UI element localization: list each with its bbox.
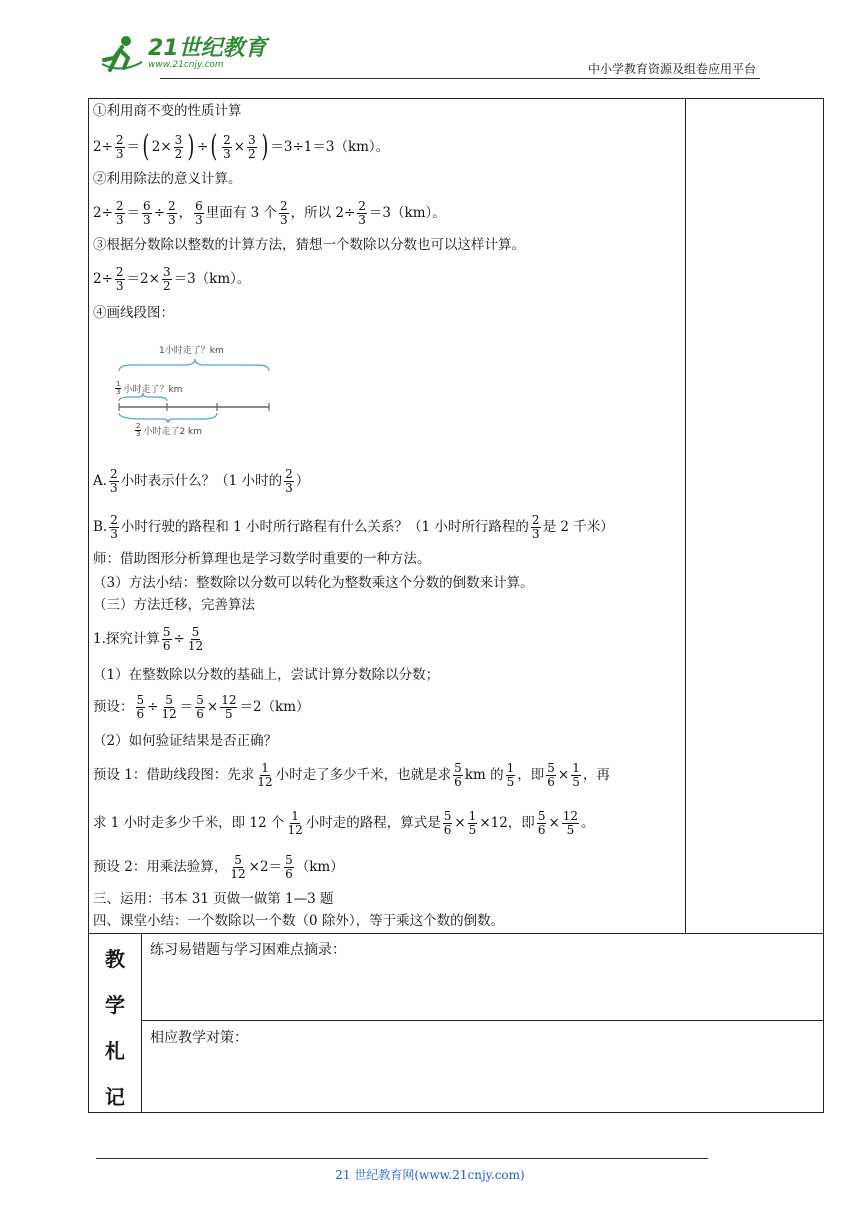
logo-title: 21世纪教育 (148, 36, 267, 61)
line-summary-3: （3）方法小结：整数除以分数可以转化为整数乘这个分数的倒数来计算。 (93, 575, 534, 591)
page-header (96, 32, 760, 78)
qa-a: A. (93, 473, 108, 489)
f2-c: ÷ (153, 205, 165, 221)
segment-diagram (113, 337, 283, 437)
line-method-3: ③根据分数除以整数的计算方法，猜想一个数除以分数也可以这样计算。 (93, 237, 525, 253)
f2-e: 里面有 3 个 (205, 205, 277, 221)
footer-link[interactable]: 21 世纪教育网(www.21cnjy.com) (335, 1168, 525, 1182)
diagram-label-two-thirds: 2 3 小时走了2 km (136, 422, 203, 438)
f2-d: ， (178, 205, 193, 221)
p2-b: ×2＝ (248, 859, 283, 875)
p1a-e: ，再 (582, 767, 610, 783)
strategy-notes-label: 相应教学对策： (150, 1030, 248, 1046)
diagram-label-third: 1 3 小时走了？km (116, 380, 183, 396)
qa-c: ） (295, 473, 310, 489)
line-teacher-note: 师：借助图形分析算理也是学习数学时重要的一种方法。 (93, 551, 431, 567)
diagram-label-two-thirds-text: 小时走了2 km (143, 427, 203, 437)
p1a-d: ，即 (517, 767, 545, 783)
f2-f: ，所以 2÷ (290, 205, 356, 221)
p1a-b: 小时走了多少千米，也就是求 (275, 767, 452, 783)
line-formula-1: 2÷ $\frac{2}{3}$ ＝ ( 2× $\frac{3}{2}$ ) ÷ ( $\frac{2}{3}$ × $\frac{3}{2}$ ) ＝3÷1＝3（km）。 (93, 129, 390, 164)
line-preset-1b: 求 1 小时走多少千米，即 12 个 1 12 小时走的路程，算式是 $\frac{5}{6}$ × $\frac{1}{5}$ ×12，即 $\frac{5}{6}$ × $\frac{12}{5}$ 。 (93, 808, 595, 837)
footer-rule (96, 1158, 708, 1159)
line-method-4: ④画线段图： (93, 305, 174, 321)
p1a-a: 预设 1：借助线段图：先求 (93, 767, 255, 783)
lesson-table (88, 98, 824, 1113)
line-class-summary: 四、课堂小结：一个数除以一个数（0 除外），等于乘这个数的倒数。 (93, 913, 505, 929)
line-question-a: A. 2 3 小时表示什么？（1 小时的 2 3 ） (93, 466, 310, 495)
line-preset: 预设： $\frac{5}{6}$ ÷ $\frac{5}{12}$ ＝ $\frac{5}{6}$ × $\frac{12}{5}$ ＝2（km） (93, 692, 310, 721)
line-apply: 三、运用：书本 31 页做一做第 1—3 题 (93, 891, 334, 907)
p1b-b: 小时走的路程，算式是 (305, 815, 441, 831)
preset-result: ＝2（km） (239, 699, 310, 715)
runner-logo-icon (96, 34, 146, 74)
explore-label: 1.探究计算 (93, 631, 160, 647)
p1b-c: ×12，即 (479, 815, 535, 831)
label-char-3: 札 (105, 1039, 125, 1063)
strategy-notes-cell[interactable] (142, 1021, 823, 1112)
logo-url: www.21cnjy.com (148, 60, 224, 70)
qa-b: 小时表示什么？（1 小时的 (120, 473, 283, 489)
p1b-a: 求 1 小时走多少千米，即 12 个 (93, 815, 285, 831)
teaching-notes-row (89, 933, 823, 1112)
error-notes-label: 练习易错题与学习困难点摘录： (150, 942, 346, 958)
teaching-notes-label (89, 933, 142, 1112)
p1b-d: 。 (581, 815, 595, 831)
p2-c: （km） (295, 859, 344, 875)
header-rule (160, 78, 760, 79)
p2-a: 预设 2：用乘法验算， (93, 859, 228, 875)
site-logo[interactable] (96, 32, 267, 76)
line-section-3: （三）方法迁移，完善算法 (93, 597, 255, 613)
label-char-1: 教 (105, 947, 125, 971)
error-notes-cell[interactable] (142, 933, 823, 1021)
f2-a: 2÷ (93, 205, 113, 221)
formula-3-result: ＝3（km）。 (173, 271, 251, 287)
line-step-2: （2）如何验证结果是否正确？ (93, 733, 278, 749)
line-formula-2: 2÷ $\frac{2}{3}$ ＝ $\frac{6}{3}$ ÷ $\frac{2}{3}$ ， 6 3 里面有 3 个 2 3 ，所以 2÷ $\frac{2}{3}$ ＝3（km）。 (93, 198, 446, 227)
qb-c: 是 2 千米） (542, 519, 614, 535)
line-method-2: ②利用除法的意义计算。 (93, 171, 242, 187)
f2-b: ＝ (126, 205, 141, 221)
line-preset-2: 预设 2：用乘法验算， $\frac{5}{12}$ ×2＝ 5 6 （km） (93, 852, 344, 881)
line-explore: 1.探究计算 $\frac{5}{6}$ ÷ $\frac{5}{12}$ (93, 624, 204, 653)
line-question-b: B. 2 3 小时行驶的路程和 1 小时所行路程有什么关系？（1 小时所行路程的 2 3 是 2 千米） (93, 512, 614, 541)
diagram-label-1hour: 1小时走了？km (159, 346, 224, 356)
line-method-1: ①利用商不变的性质计算 (93, 103, 242, 119)
platform-name: 中小学教育资源及组卷应用平台 (587, 62, 756, 76)
qb-b: 小时行驶的路程和 1 小时所行路程有什么关系？（1 小时所行路程的 (120, 519, 529, 535)
column-divider (685, 99, 686, 933)
formula-1-result: ＝3÷1＝3（km）。 (270, 139, 390, 155)
qb-a: B. (93, 519, 108, 535)
f2-g: ＝3（km）。 (368, 205, 446, 221)
lesson-content-row (89, 99, 823, 934)
preset-label: 预设： (93, 699, 134, 715)
line-preset-1a: 预设 1：借助线段图：先求 1 12 小时走了多少千米，也就是求 5 6 km 的 1 5 ，即 $\frac{5}{6}$ × $\frac{1}{5}$ ，再 (93, 760, 610, 789)
p1a-c: km 的 (464, 767, 504, 783)
line-formula-3: 2÷ $\frac{2}{3}$ ＝2× $\frac{3}{2}$ ＝3（km）。 (93, 264, 251, 293)
line-step-1: （1）在整数除以分数的基础上，尝试计算分数除以分数； (93, 667, 440, 683)
diagram-label-third-text: 小时走了？km (123, 385, 183, 395)
label-char-4: 记 (105, 1085, 125, 1109)
label-char-2: 学 (105, 993, 125, 1017)
